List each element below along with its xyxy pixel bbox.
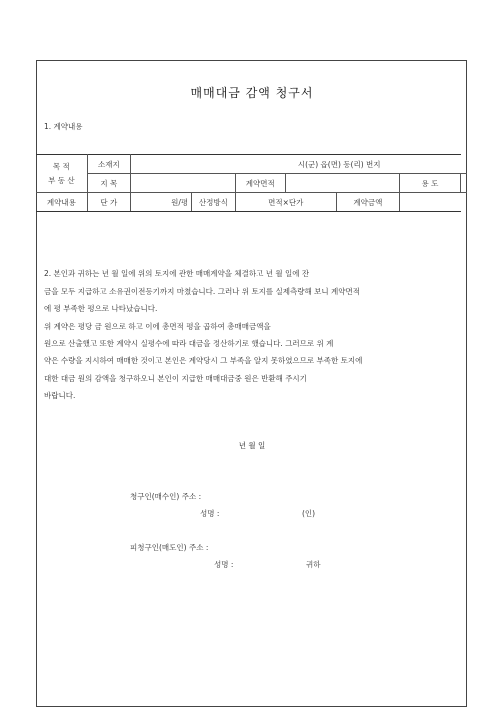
paragraph-line-6: 약은 수량을 지시하여 매매한 것이고 본인은 계약당시 그 부족을 알지 못하였으므로 부족한 토지에	[44, 356, 363, 365]
area-value	[285, 174, 399, 193]
paragraph-line-8: 바랍니다.	[44, 391, 76, 400]
paragraph-line-2: 금을 모두 지급하고 소유권이전등기까지 마쳤습니다. 그러나 위 토지를 실제측량해 보니 계약면적	[44, 287, 361, 296]
calc-label: 산정방식	[192, 193, 235, 212]
section-1-label: 1. 계약내용	[44, 122, 83, 131]
area-label: 계약면적	[235, 174, 285, 193]
land-type-value	[131, 174, 236, 193]
table-row-location	[36, 155, 467, 174]
location-label: 소재지	[87, 155, 130, 174]
property-header-line2: 부 동 산	[48, 175, 75, 185]
table-row-land	[36, 174, 467, 193]
paragraph-line-4: 위 계약은 평당 금 원으로 하고 이에 총면적 평을 곱하여 총매매금액을	[44, 322, 271, 331]
usage-value	[461, 174, 468, 193]
unit-price-unit: 원/평	[131, 193, 192, 212]
paragraph-line-5: 원으로 산출했고 또한 계약시 실평수에 따라 대금을 정산하기로 했습니다. 그러므로 위 계	[44, 339, 334, 348]
usage-label: 용 도	[399, 174, 460, 193]
amount-value	[399, 193, 460, 212]
respondent-address-label: 피청구인(매도인) 주소 :	[130, 543, 209, 552]
land-type-label: 지 목	[87, 174, 130, 193]
property-header-line1: 목 적	[52, 161, 70, 171]
document-title: 매매대금 감액 청구서	[190, 86, 314, 100]
paragraph-line-3: 에 평 부족한 평으로 나타났습니다.	[44, 304, 158, 313]
calc-value: 면적×단가	[235, 193, 336, 212]
contract-table	[36, 154, 467, 212]
contract-header-cell: 계약내용	[36, 193, 87, 212]
claimant-address-label: 청구인(매수인) 주소 :	[130, 492, 202, 501]
property-header-cell	[36, 155, 87, 193]
location-units: 시(군) 읍(면) 동(리) 번지	[131, 155, 461, 174]
claimant-seal: (인)	[302, 509, 316, 518]
paragraph-line-1: 2. 본인과 귀하는 년 월 일에 위의 토지에 관한 매매계약을 체결하고 년 월 일에 잔	[44, 269, 310, 278]
date-line: 년 월 일	[238, 441, 266, 450]
amount-label: 계약금액	[336, 193, 399, 212]
respondent-honorific: 귀하	[306, 560, 321, 569]
unit-price-label: 단 가	[87, 193, 130, 212]
respondent-name-label: 성명 :	[214, 560, 234, 569]
claimant-name-label: 성명 :	[200, 509, 220, 518]
paragraph-line-7: 대한 대금 원의 감액을 청구하오니 본인이 지급한 매매대금중 원은 반환해 주시기	[44, 374, 307, 383]
table-row-contract	[36, 193, 467, 212]
